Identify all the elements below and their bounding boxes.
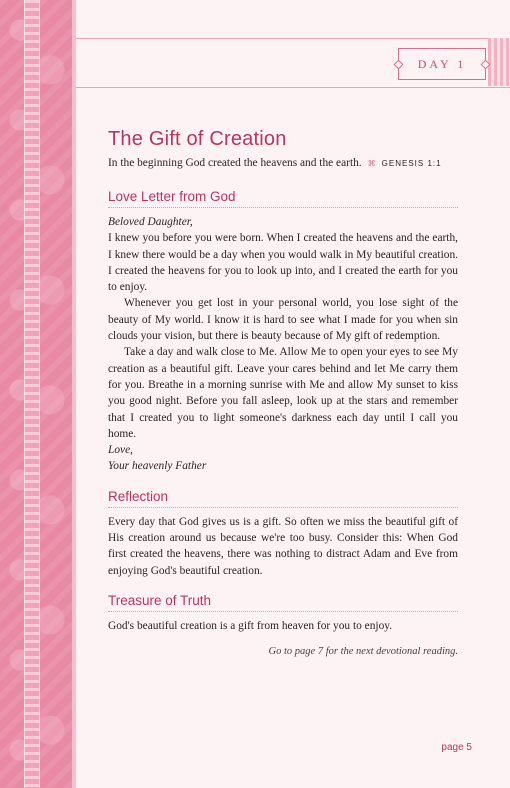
- reflection-heading: Reflection: [108, 489, 458, 508]
- letter-closing: Love,: [108, 444, 133, 457]
- day-badge: [398, 48, 486, 80]
- letter-paragraph: I knew you before you were born. When I created the heavens and the earth, I knew there would be a day when you would walk in My beautiful creation. I created the heavens for you to look up into, and I created the earth for you to enjoy.: [108, 232, 458, 294]
- page-title: The Gift of Creation: [108, 128, 287, 150]
- next-reading-note: Go to page 7 for the next devotional reading.: [268, 646, 458, 658]
- love-letter-heading: Love Letter from God: [108, 189, 458, 208]
- scripture-reference: GENESIS 1:1: [381, 159, 442, 168]
- treasure-text: God's beautiful creation is a gift from heaven for you to enjoy.: [108, 619, 393, 632]
- love-letter-body: [108, 214, 458, 475]
- decorative-side-strip: [24, 0, 40, 788]
- page-number: page 5: [441, 742, 472, 753]
- letter-signature: Your heavenly Father: [108, 460, 207, 473]
- header-pattern: [488, 38, 510, 86]
- devotional-content: [108, 128, 458, 668]
- treasure-section: [108, 593, 458, 634]
- love-letter-section: [108, 189, 458, 475]
- letter-salutation: Beloved Daughter,: [108, 216, 193, 228]
- decorative-side-edge: [72, 0, 76, 788]
- letter-paragraph: Whenever you get lost in your personal world, you lose sight of the beauty of My world. I know it is hard to see what I made for you when sin clouds your vision, but there is beauty because of My gift of redemption.: [108, 297, 458, 343]
- letter-paragraph: Take a day and walk close to Me. Allow Me to open your eyes to see My creation as a beautiful gift. Leave your cares behind and let Me carry them for you. Breathe in a morning sunrise with Me and allow My sunset to kiss you good night. Before you fall asleep, look up at the stars and remember that I created you to light someone's darkness each day until I call you home.: [108, 346, 458, 440]
- reflection-section: [108, 489, 458, 579]
- day-label: DAY 1: [417, 56, 467, 71]
- reflection-text: Every day that God gives us is a gift. So often we miss the beautiful gift of His creation around us because we're too busy. Consider this: When God first created the heavens, there was nothing to distract Adam and Eve from enjoying God's beautiful creation.: [108, 515, 458, 577]
- treasure-heading: Treasure of Truth: [108, 593, 458, 612]
- scripture-verse: [108, 156, 458, 171]
- scripture-text: In the beginning God created the heavens and the earth.: [108, 157, 362, 169]
- cross-ornament-icon: ⌘: [367, 159, 376, 168]
